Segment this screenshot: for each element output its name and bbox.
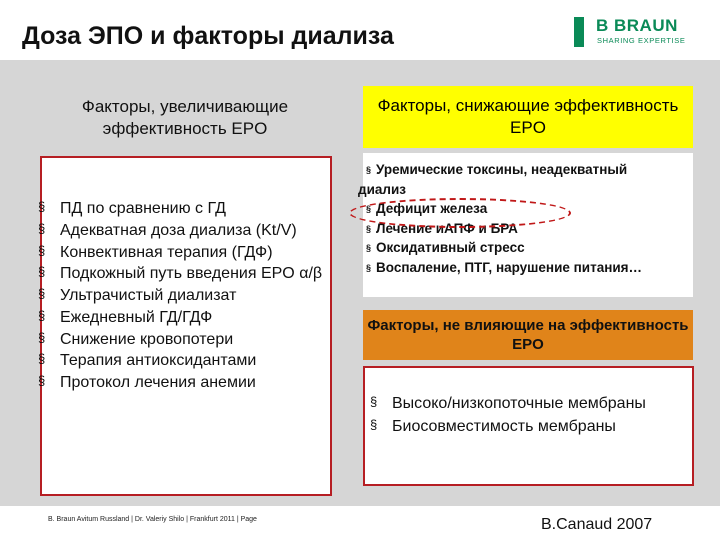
increasing-factors-header: Факторы, увеличивающие эффективность EPO (40, 86, 330, 150)
list-item-text: Лечение иАПФ и БРА (376, 220, 518, 236)
list-item-text: Адекватная доза диализа (Kt/V) (60, 221, 297, 239)
list-item (366, 160, 690, 180)
bullet-icon: § (38, 329, 46, 345)
bullet-icon: § (38, 373, 46, 388)
list-item (38, 329, 330, 351)
bullet-icon: § (38, 242, 46, 258)
list-item-text: Уремические токсины, неадекватный (376, 162, 628, 177)
bullet-icon: § (370, 394, 378, 409)
list-item (38, 372, 330, 394)
bullet-icon: § (366, 223, 372, 234)
neutral-factors-header: Факторы, не влияющие на эффективность EPO (363, 310, 693, 360)
bullet-icon: § (366, 204, 372, 215)
slide-footer: B. Braun Avitum Russland | Dr. Valeriy Shilo | Frankfurt 2011 | Page (48, 516, 257, 523)
list-item-text: Высоко/низкопоточные мембраны (392, 395, 646, 412)
list-item (366, 258, 690, 278)
slide-title: Доза ЭПО и факторы диализа (22, 22, 394, 50)
list-item-text: Оксидативный стресс (376, 240, 525, 256)
neutral-factors-list (370, 393, 692, 438)
list-item-continuation (356, 180, 690, 200)
bullet-icon: § (366, 165, 372, 175)
bullet-icon: § (38, 351, 46, 367)
bullet-icon: § (366, 243, 372, 254)
list-item-text: Подкожный путь введения EPO α/β (60, 265, 323, 283)
bullet-icon: § (366, 262, 372, 273)
bullet-icon: § (370, 416, 378, 432)
decreasing-factors-header: Факторы, снижающие эффективность EPO (363, 86, 693, 148)
bbraun-logo-tagline: SHARING EXPERTISE (597, 36, 686, 45)
list-item (38, 285, 330, 307)
list-item-text: Снижение кровопотери (60, 330, 234, 348)
list-item (370, 416, 692, 439)
list-item-text: ПД по сравнению с ГД (60, 200, 226, 217)
list-item-text: Биосовместимость мембраны (392, 417, 616, 435)
list-item (38, 307, 330, 329)
list-item (370, 393, 692, 416)
bullet-icon: § (38, 286, 46, 301)
bbraun-logo-text: B BRAUN (596, 16, 678, 35)
list-item-text: Дефицит железа (376, 201, 488, 217)
bullet-icon: § (38, 220, 46, 236)
iron-deficiency-highlight-oval (349, 198, 571, 228)
bullet-icon: § (38, 199, 46, 214)
list-item-text: диализ (358, 181, 406, 197)
list-item (38, 263, 330, 285)
list-item-text: Ультрачистый диализат (60, 287, 237, 304)
list-item (38, 198, 330, 220)
list-item (38, 220, 330, 242)
citation: B.Canaud 2007 (541, 516, 653, 533)
increasing-factors-list (38, 198, 330, 394)
list-item-text: Воспаление, ПТГ, нарушение питания… (376, 259, 643, 275)
list-item (366, 238, 690, 258)
list-item (38, 242, 330, 264)
list-item (38, 350, 330, 372)
list-item-text: Конвективная терапия (ГДФ) (60, 243, 273, 261)
bbraun-logo-mark-icon (574, 17, 584, 47)
list-item-text: Терапия антиоксидантами (60, 352, 257, 370)
list-item-text: Ежедневный ГД/ГДФ (60, 308, 213, 326)
list-item-text: Протокол лечения анемии (60, 374, 256, 391)
bullet-icon: § (38, 264, 46, 280)
bullet-icon: § (38, 307, 46, 323)
